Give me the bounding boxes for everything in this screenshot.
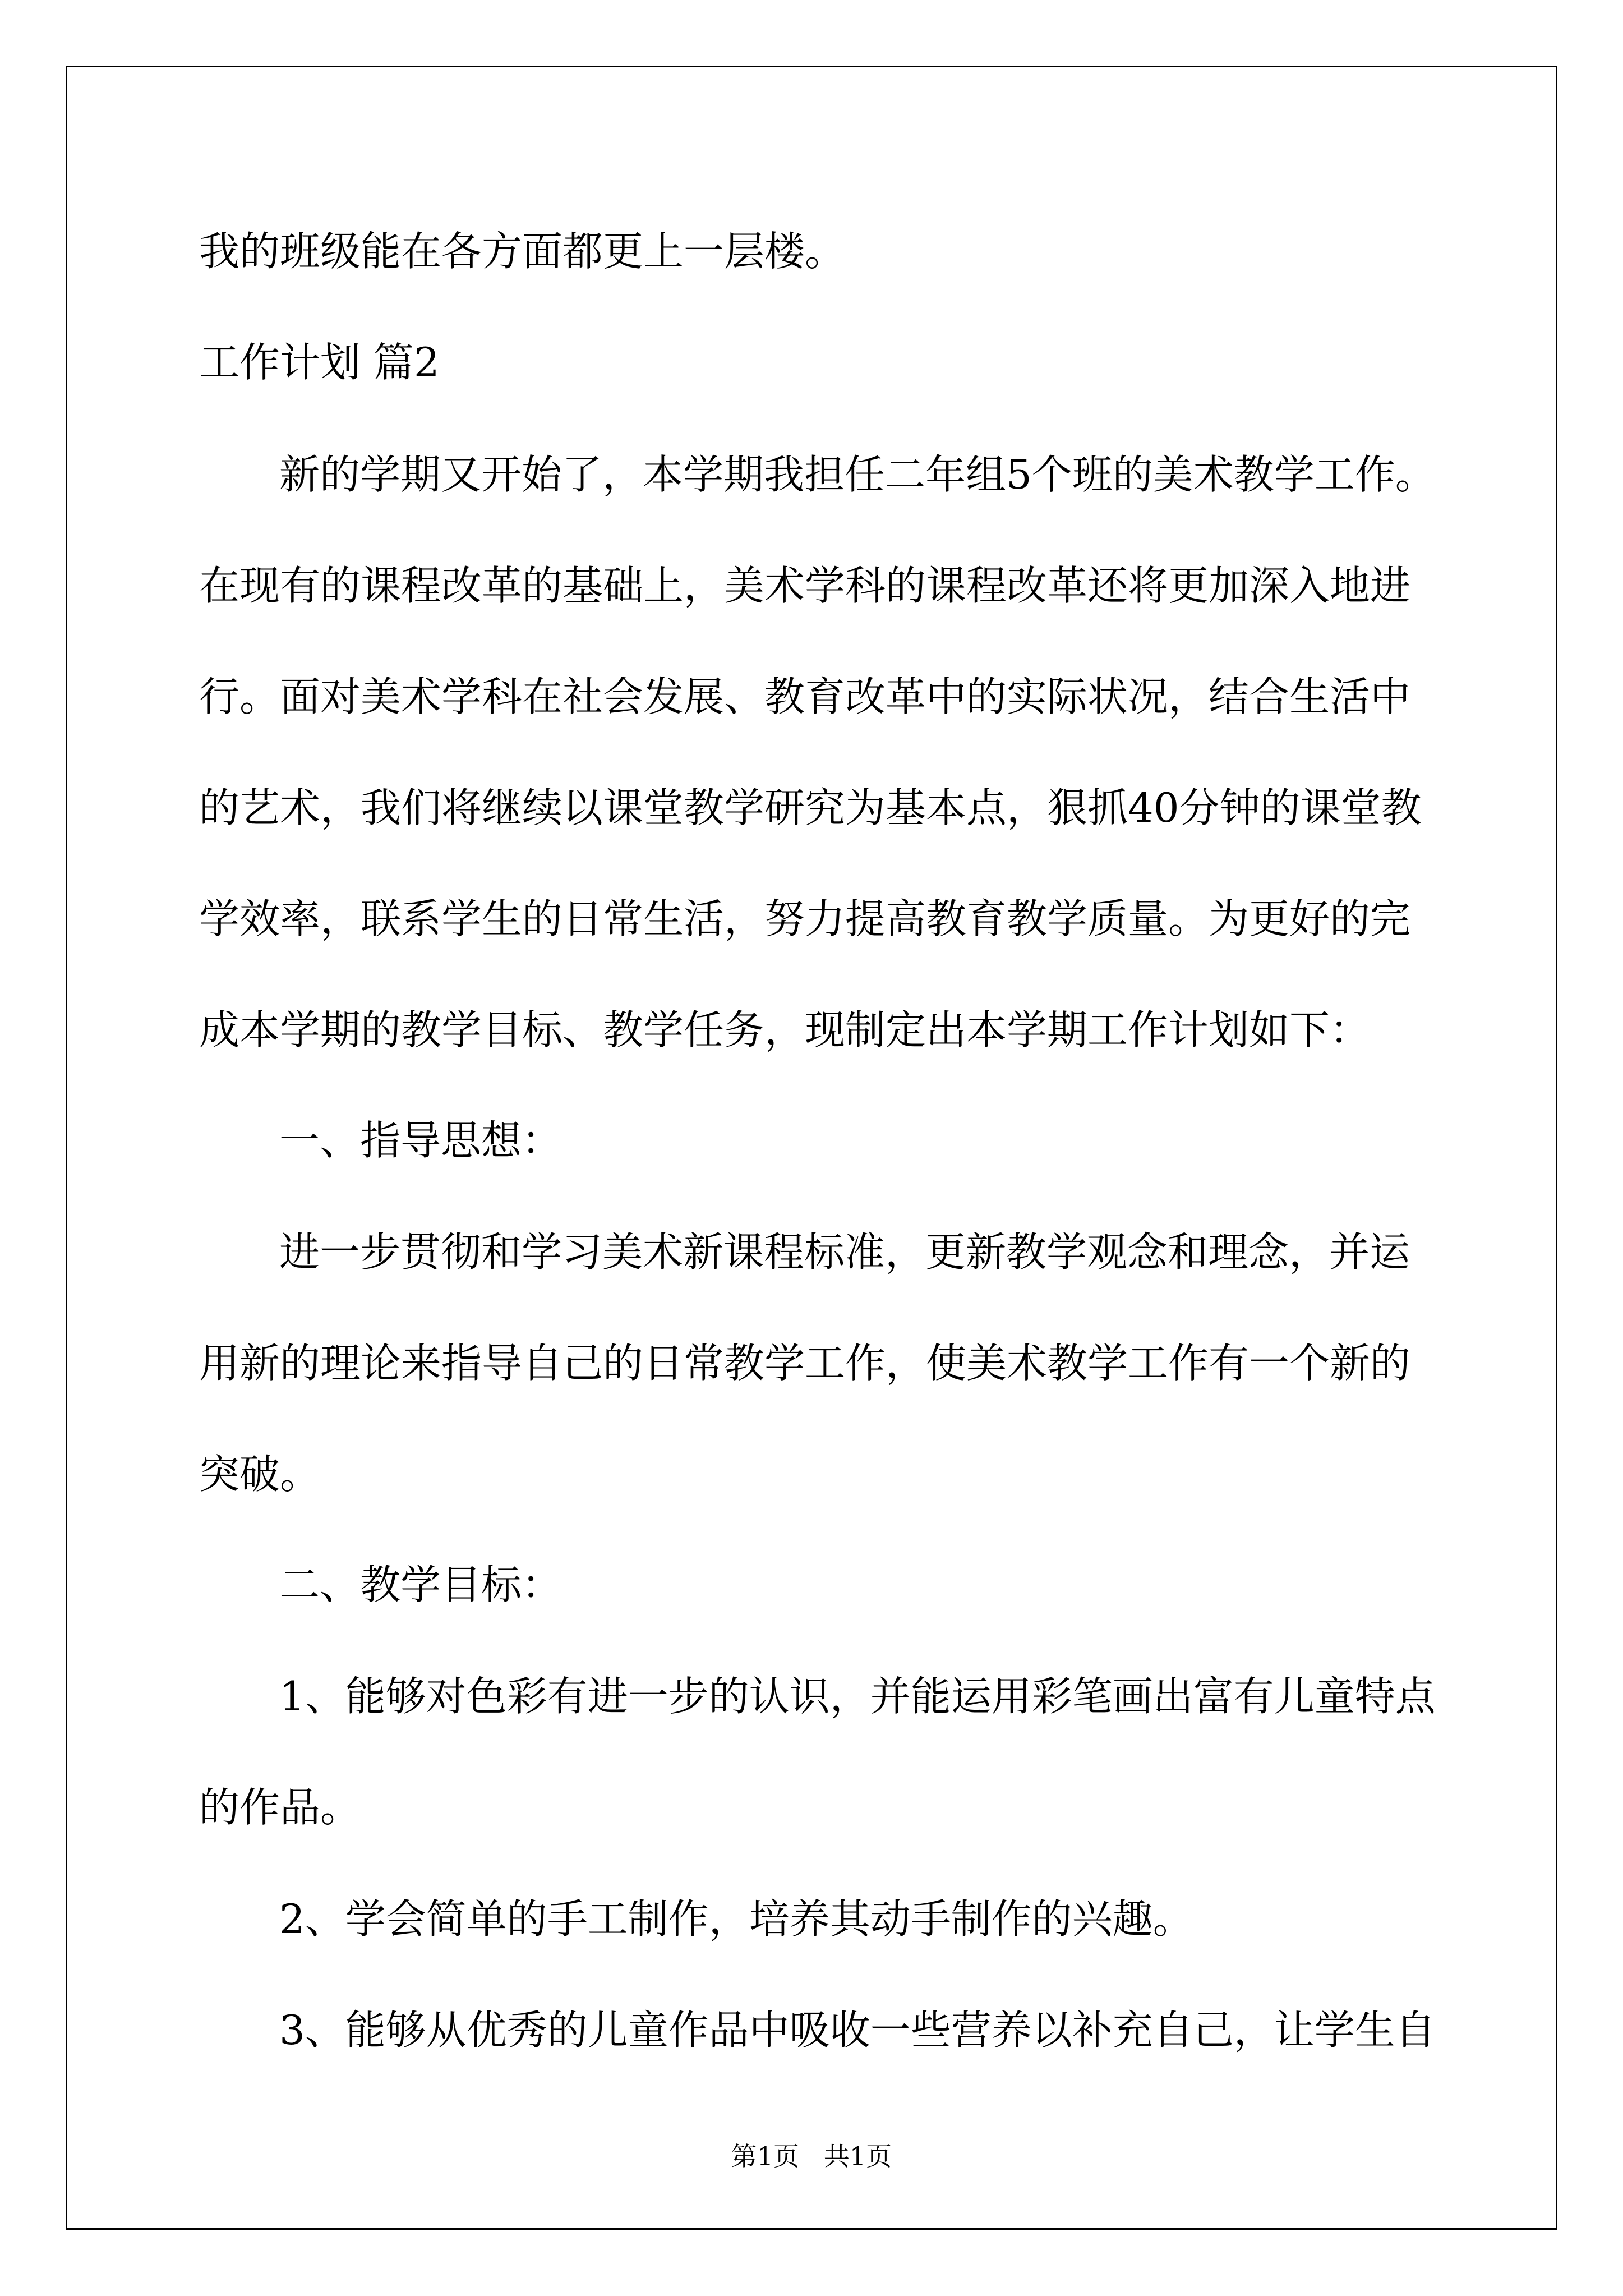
list-item-1: 1、能够对色彩有进一步的认识，并能运用彩笔画出富有儿童特点 bbox=[279, 1673, 1436, 1720]
body-line: 学效率，联系学生的日常生活，努力提高教育教学质量。为更好的完 bbox=[199, 895, 1411, 942]
paragraph-first-line: 进一步贯彻和学习美术新课程标准，更新教学观念和理念，并运 bbox=[279, 1228, 1410, 1276]
body-line: 的作品。 bbox=[199, 1784, 361, 1831]
page-footer: 第1页 共1页 bbox=[731, 2141, 892, 2171]
subheading-teaching-goals: 二、教学目标： bbox=[279, 1561, 562, 1608]
body-line: 的艺术，我们将继续以课堂教学研究为基本点，狠抓40分钟的课堂教 bbox=[199, 784, 1422, 831]
body-line: 成本学期的教学目标、教学任务，现制定出本学期工作计划如下： bbox=[199, 1006, 1371, 1053]
body-line: 我的班级能在各方面都更上一层楼。 bbox=[199, 228, 846, 275]
body-line: 行。面对美术学科在社会发展、教育改革中的实际状况，结合生活中 bbox=[199, 673, 1411, 720]
subheading-guiding-ideology: 一、指导思想： bbox=[279, 1117, 562, 1164]
list-item-3: 3、能够从优秀的儿童作品中吸收一些营养以补充自己，让学生自 bbox=[279, 2007, 1436, 2054]
body-line: 突破。 bbox=[199, 1451, 321, 1498]
body-line: 用新的理论来指导自己的日常教学工作，使美术教学工作有一个新的 bbox=[199, 1340, 1411, 1387]
body-line: 在现有的课程改革的基础上，美术学科的课程改革还将更加深入地进 bbox=[199, 562, 1411, 609]
list-item-2: 2、学会简单的手工制作，培养其动手制作的兴趣。 bbox=[279, 1895, 1193, 1943]
paragraph-first-line: 新的学期又开始了，本学期我担任二年组5个班的美术教学工作。 bbox=[279, 451, 1436, 498]
section-heading: 工作计划 篇2 bbox=[199, 339, 440, 386]
